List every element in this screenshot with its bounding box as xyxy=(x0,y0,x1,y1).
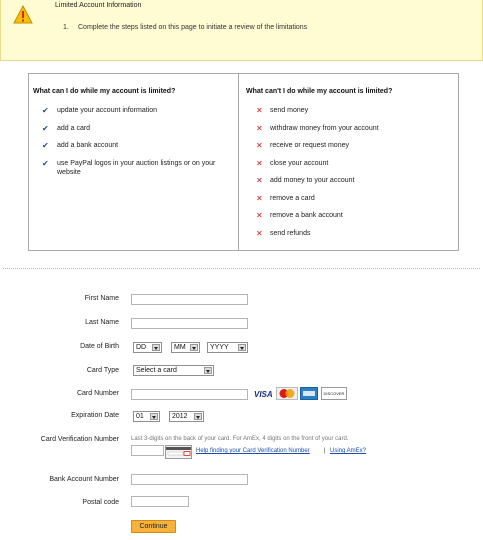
amex-icon xyxy=(303,391,315,396)
cannot-item-label: add money to your account xyxy=(270,177,355,184)
amex-help-link[interactable]: Using AmEx? xyxy=(330,448,367,454)
chevron-down-icon xyxy=(150,413,158,420)
card-type-value: Select a card xyxy=(136,367,177,374)
cannot-item-label: receive or request money xyxy=(270,142,349,149)
first-name-input[interactable] xyxy=(131,294,248,305)
chevron-down-icon xyxy=(152,344,160,351)
discover-logo xyxy=(321,387,347,400)
card-type-label: Card Type xyxy=(86,367,119,374)
mastercard-icon xyxy=(277,388,297,399)
cvv-card-icon xyxy=(165,445,192,459)
postal-code-label: Postal code xyxy=(82,499,119,506)
visa-logo-text: VISA xyxy=(254,390,273,399)
exp-year-select[interactable] xyxy=(169,411,204,422)
continue-button[interactable]: Continue xyxy=(131,520,176,533)
can-item-label: add a card xyxy=(57,125,91,132)
can-do-heading: What can I do while my account is limited? xyxy=(33,88,176,95)
bank-account-label: Bank Account Number xyxy=(49,476,119,483)
cross-icon: ✕ xyxy=(256,194,263,203)
exp-year-value: 2012 xyxy=(172,413,188,420)
discover-logo-text: DISCOVER xyxy=(323,391,345,396)
check-icon: ✔ xyxy=(42,106,49,115)
warning-icon xyxy=(13,5,33,25)
cvv-help-link[interactable]: Help finding your Card Verification Number xyxy=(196,448,310,454)
cannot-do-heading: What can't I do while my account is limited? xyxy=(246,88,393,95)
cross-icon: ✕ xyxy=(256,176,263,185)
dob-label: Date of Birth xyxy=(80,343,119,350)
can-item-label: update your account information xyxy=(57,107,158,114)
card-type-select[interactable] xyxy=(133,365,214,376)
last-name-input[interactable] xyxy=(131,318,248,329)
cvv-label: Card Verification Number xyxy=(40,436,119,443)
chevron-down-icon xyxy=(194,413,202,420)
alert-step-number: 1. xyxy=(63,24,69,31)
cross-icon: ✕ xyxy=(256,141,263,150)
cannot-item-label: withdraw money from your account xyxy=(270,125,379,132)
exp-month-select[interactable] xyxy=(133,411,160,422)
cvv-input[interactable] xyxy=(131,445,164,456)
chevron-down-icon xyxy=(204,367,212,374)
link-separator: | xyxy=(324,448,326,454)
dob-year-select[interactable] xyxy=(207,342,248,353)
first-name-label: First Name xyxy=(84,295,119,302)
cannot-item-label: send money xyxy=(270,107,309,114)
check-icon: ✔ xyxy=(42,141,49,150)
dob-month-value: MM xyxy=(174,344,186,351)
cannot-item-label: remove a bank account xyxy=(270,212,343,219)
section-separator xyxy=(3,268,480,269)
last-name-label: Last Name xyxy=(85,319,119,326)
mastercard-logo xyxy=(276,387,298,400)
exp-month-value: 01 xyxy=(136,413,144,420)
alert-step-text: Complete the steps listed on this page to initiate a review of the limitations xyxy=(78,24,308,31)
expiration-label: Expiration Date xyxy=(71,412,119,419)
cannot-item-label: remove a card xyxy=(270,195,315,202)
cvv-hint: Last 3-digits on the back of your card. For AmEx, 4 digits on the front of your card. xyxy=(131,436,349,442)
chevron-down-icon xyxy=(238,344,246,351)
cross-icon: ✕ xyxy=(256,124,263,133)
cross-icon: ✕ xyxy=(256,229,263,238)
dob-year-value: YYYY xyxy=(210,344,229,351)
postal-code-input[interactable] xyxy=(131,496,189,507)
check-icon: ✔ xyxy=(42,124,49,133)
can-item-label: add a bank account xyxy=(57,142,119,149)
can-item-label: use PayPal logos in your auction listings or on your website xyxy=(57,160,216,176)
card-number-input[interactable] xyxy=(131,389,248,400)
visa-logo xyxy=(254,388,274,401)
bank-account-input[interactable] xyxy=(131,474,248,485)
cannot-item-label: send refunds xyxy=(270,230,311,237)
check-icon: ✔ xyxy=(42,159,49,168)
cross-icon: ✕ xyxy=(256,211,263,220)
cannot-item-label: close your account xyxy=(270,160,329,167)
cross-icon: ✕ xyxy=(256,106,263,115)
card-number-label: Card Number xyxy=(76,390,119,397)
dob-day-value: DD xyxy=(136,344,147,351)
dob-month-select[interactable] xyxy=(171,342,200,353)
alert-title: Limited Account Information xyxy=(55,2,142,9)
chevron-down-icon xyxy=(190,344,198,351)
dob-day-select[interactable] xyxy=(133,342,162,353)
amex-logo xyxy=(300,387,318,400)
cross-icon: ✕ xyxy=(256,159,263,168)
